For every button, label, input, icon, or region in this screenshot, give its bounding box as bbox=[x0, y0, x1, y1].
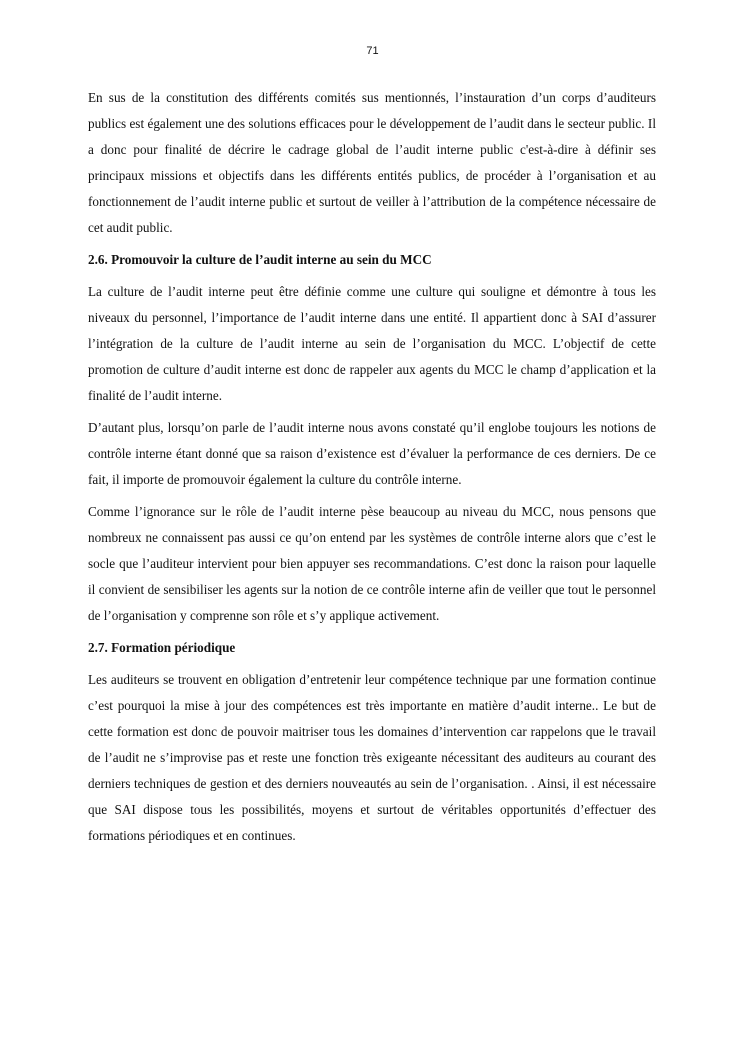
document-body bbox=[88, 85, 656, 855]
section-heading-2-6: 2.6. Promouvoir la culture de l’audit interne au sein du MCC bbox=[88, 252, 432, 267]
paragraph-sensibilisation: Comme l’ignorance sur le rôle de l’audit interne pèse beaucoup au niveau du MCC, nous pensons que nombreux ne connaissent pas aussi ce qu’on entend par les systèmes de contrôle interne alors que c’est le socle que l’auditeur intervient pour bien appuyer ses recommandations. C’est donc la raison pour laquelle il convient de sensibiliser les agents sur la notion de ce contrôle interne afin de veiller que tout le personnel de l’organisation y comprenne son rôle et s’y applique activement. bbox=[88, 504, 656, 623]
section-heading-2-7: 2.7. Formation périodique bbox=[88, 640, 236, 655]
paragraph-intro: En sus de la constitution des différents comités sus mentionnés, l’instauration d’un corps d’auditeurs publics est également une des solutions efficaces pour le développement de l’audit dans le secteur public. Il a donc pour finalité de décrire le cadrage global de l’audit interne public c'est-à-dire à définir ses principaux missions et objectifs dans les différents entités publics, de procéder à l’organisation et au fonctionnement de l’audit interne public et surtout de veiller à l’attribution de la compétence nécessaire de cet audit public. bbox=[88, 90, 656, 235]
paragraph-formation: Les auditeurs se trouvent en obligation d’entretenir leur compétence technique par une formation continue c’est pourquoi la mise à jour des compétences est très importante en matière d’audit interne.. Le but de cette formation est donc de pouvoir maitriser tous les domaines d’intervention car rappelons que le travail de l’audit ne s’improvise pas et reste une fonction très exigeante nécessitant des auditeurs au courant des derniers techniques de gestion et des derniers nouveautés au sein de l’organisation. . Ainsi, il est nécessaire que SAI dispose tous les possibilités, moyens et surtout de véritables opportunités d’effectuer des formations périodiques et en continues. bbox=[88, 672, 656, 843]
paragraph-culture-definition: La culture de l’audit interne peut être définie comme une culture qui souligne et démontre à tous les niveaux du personnel, l’importance de l’audit interne dans une entité. Il appartient donc à SAI d’assurer l’intégration de la culture de l’audit interne au sein de l’organisation du MCC. L’objectif de cette promotion de culture d’audit interne est donc de rappeler aux agents du MCC le champ d’application et la finalité de l’audit interne. bbox=[88, 284, 656, 403]
paragraph-controle-interne: D’autant plus, lorsqu’on parle de l’audit interne nous avons constaté qu’il englobe toujours les notions de contrôle interne étant donné que sa raison d’existence est d’évaluer la performance de ces derniers. De ce fait, il importe de promouvoir également la culture du contrôle interne. bbox=[88, 420, 656, 487]
page-number: 71 bbox=[366, 45, 379, 57]
